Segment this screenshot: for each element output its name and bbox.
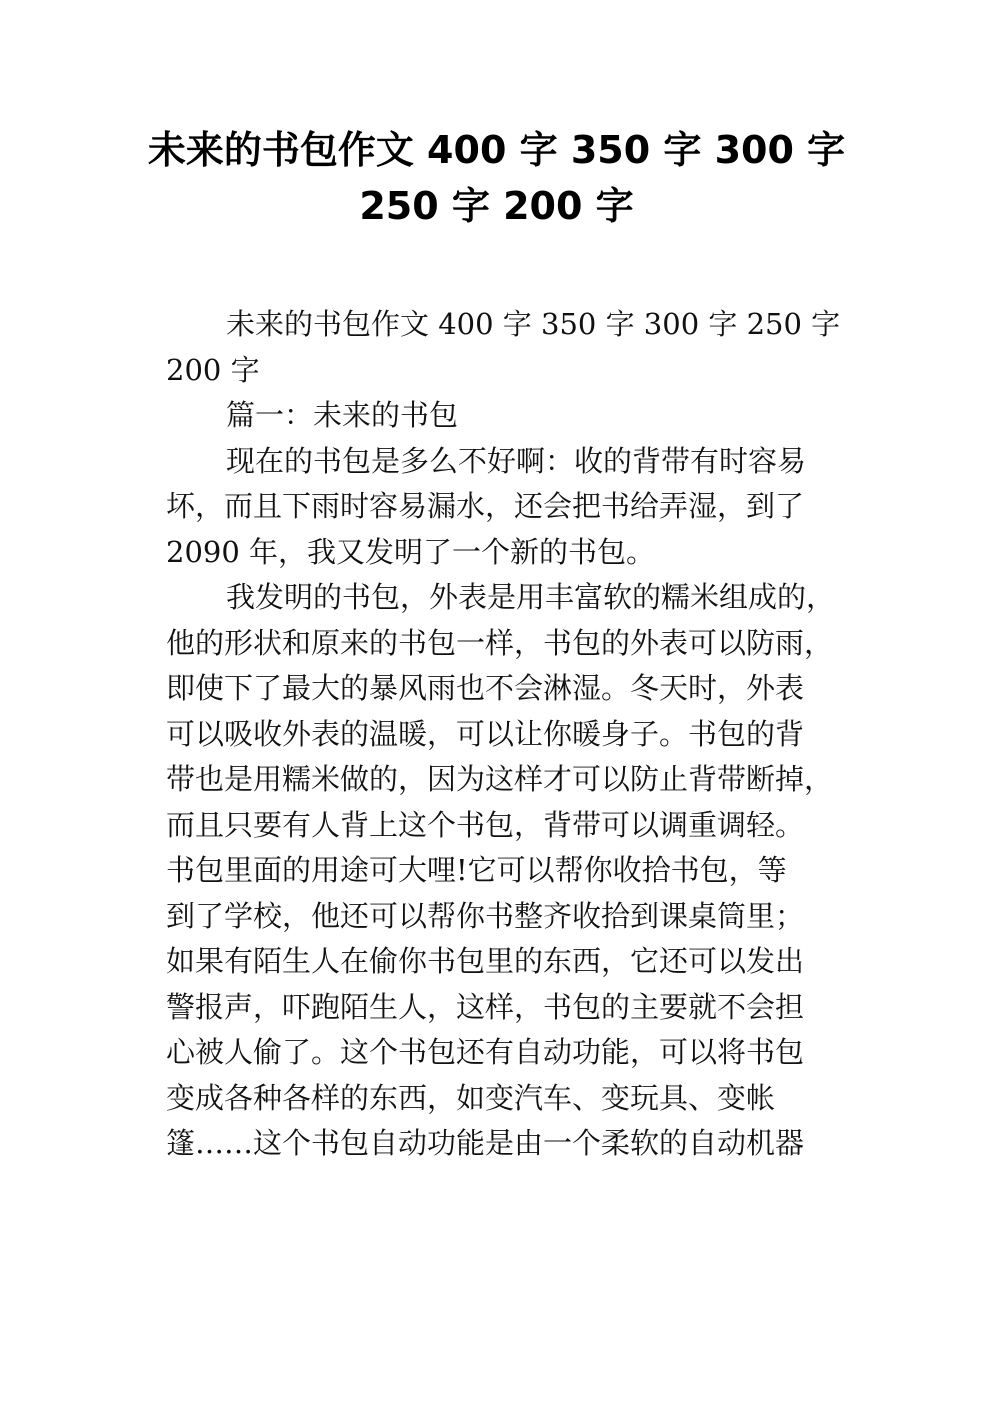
paragraph-line: 篷……这个书包自动功能是由一个柔软的自动机器 <box>166 1126 805 1160</box>
paragraph-line: 书包里面的用途可大哩!它可以帮你收拾书包，等 <box>166 853 787 887</box>
section-heading: 篇一：未来的书包 <box>226 398 459 432</box>
title-line-2: 250 字 200 字 <box>359 184 634 228</box>
body-line-subtitle: 未来的书包作文 400 字 350 字 300 字 250 字 <box>226 307 841 341</box>
paragraph-line: 心被人偷了。这个书包还有自动功能，可以将书包 <box>166 1035 805 1069</box>
document-body <box>166 302 841 1167</box>
paragraph-line: 可以吸收外表的温暖，可以让你暖身子。书包的背 <box>166 716 805 751</box>
title-line-1: 未来的书包作文 400 字 350 字 300 字 <box>147 128 846 172</box>
body-line-subtitle-cont: 200 字 <box>166 352 260 387</box>
paragraph-line: 现在的书包是多么不好啊：收的背带有时容易 <box>226 443 807 478</box>
paragraph-line: 2090 年，我又发明了一个新的书包。 <box>166 534 656 569</box>
paragraph-line: 到了学校，他还可以帮你书整齐收拾到课桌筒里； <box>166 898 805 933</box>
paragraph-line: 而且只要有人背上这个书包，背带可以调重调轻。 <box>166 807 805 842</box>
paragraph-line: 变成各种各样的东西，如变汽车、变玩具、变帐 <box>166 1080 776 1115</box>
paragraph-line: 如果有陌生人在偷你书包里的东西，它还可以发出 <box>166 944 805 978</box>
paragraph-line: 警报声，吓跑陌生人，这样，书包的主要就不会担 <box>166 989 805 1024</box>
paragraph-line: 我发明的书包，外表是用丰富软的糯米组成的， <box>226 580 836 614</box>
document-title <box>0 122 993 234</box>
paragraph-line: 即使下了最大的暴风雨也不会淋湿。冬天时，外表 <box>166 671 805 705</box>
paragraph-line: 他的形状和原来的书包一样，书包的外表可以防雨， <box>166 625 834 660</box>
paragraph-line: 带也是用糯米做的，因为这样才可以防止背带断掉， <box>166 762 834 796</box>
paragraph-line: 坏，而且下雨时容易漏水，还会把书给弄湿，到了 <box>166 489 805 523</box>
